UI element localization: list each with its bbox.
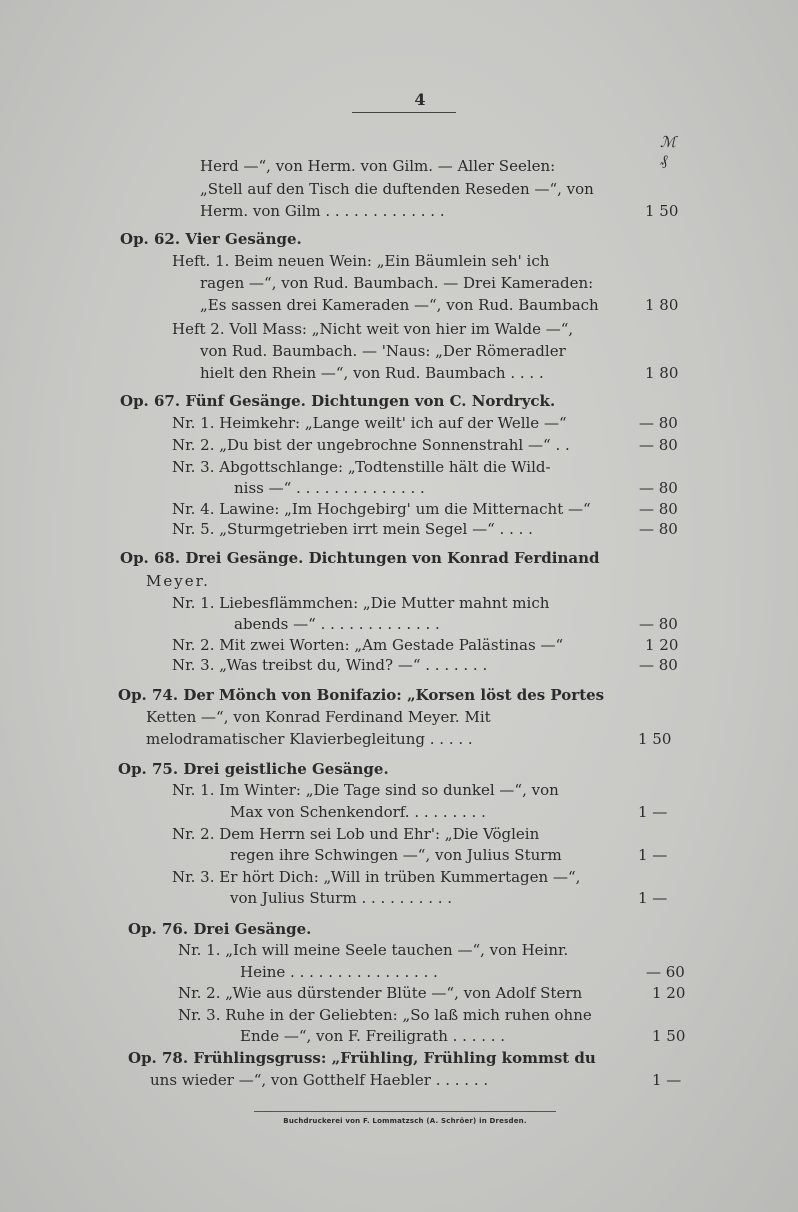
printer-imprint: Buchdruckerei von F. Lommatzsch (A. Schröer) in Dresden. [283, 1117, 527, 1125]
opus-heading: Op. 76. Drei Gesänge. [128, 920, 312, 938]
price: — 80 [639, 656, 678, 674]
catalog-line: Nr. 1. Heimkehr: „Lange weilt' ich auf der Welle —“ [172, 414, 567, 432]
opus-heading: Op. 78. Frühlingsgruss: „Frühling, Frühling kommst du [128, 1049, 596, 1067]
catalog-line: abends —“ . . . . . . . . . . . . . [234, 615, 440, 633]
catalog-line: „Es sassen drei Kameraden —“, von Rud. Baumbach [200, 296, 599, 314]
price: 1 20 [652, 984, 686, 1002]
page-number: 4 [414, 90, 426, 109]
price: 1 50 [638, 730, 672, 748]
price: — 80 [639, 436, 678, 454]
catalog-line: Nr. 3. Er hört Dich: „Will in trüben Kummertagen —“, [172, 868, 581, 886]
catalog-line: niss —“ . . . . . . . . . . . . . . [234, 479, 425, 497]
price: — 80 [639, 479, 678, 497]
catalog-line: Heft 2. Voll Mass: „Nicht weit von hier im Walde —“, [172, 320, 574, 338]
catalog-line: „Stell auf den Tisch die duftenden Reseden —“, von [200, 180, 594, 198]
catalog-line: von Julius Sturm . . . . . . . . . . [230, 889, 453, 907]
price: — 80 [639, 414, 678, 432]
price: 1 — [638, 889, 668, 907]
catalog-line: Herm. von Gilm . . . . . . . . . . . . . [200, 202, 445, 220]
catalog-line: Meyer. [146, 572, 210, 590]
catalog-line: ragen —“, von Rud. Baumbach. — Drei Kameraden: [200, 274, 594, 292]
price: 1 80 [645, 364, 679, 382]
catalog-line: Heft. 1. Beim neuen Wein: „Ein Bäumlein seh' ich [172, 252, 550, 270]
opus-heading: Op. 74. Der Mönch von Bonifazio: „Korsen löst des Portes [118, 686, 605, 704]
catalog-line: Nr. 1. Liebesflämmchen: „Die Mutter mahnt mich [172, 594, 550, 612]
price: 1 80 [645, 296, 679, 314]
catalog-line: Heine . . . . . . . . . . . . . . . . [240, 963, 438, 981]
price: 1 — [652, 1071, 682, 1089]
catalog-line: Max von Schenkendorf. . . . . . . . . [230, 803, 486, 821]
catalog-line: Nr. 2. „Wie aus dürstender Blüte —“, von Adolf Stern [178, 984, 583, 1002]
price: 1 — [638, 803, 668, 821]
catalog-line: Nr. 2. Mit zwei Worten: „Am Gestade Palästinas —“ [172, 636, 564, 654]
catalog-line: Nr. 4. Lawine: „Im Hochgebirg' um die Mitternacht —“ [172, 500, 591, 518]
catalog-line: Ketten —“, von Konrad Ferdinand Meyer. Mit [146, 708, 491, 726]
catalog-line: Nr. 1. „Ich will meine Seele tauchen —“, von Heinr. [178, 941, 569, 959]
catalog-line: Nr. 3. Ruhe in der Geliebten: „So laß mich ruhen ohne [178, 1006, 592, 1024]
footer-rule [254, 1111, 556, 1112]
catalog-line: melodramatischer Klavierbegleitung . . . . . [146, 730, 473, 748]
opus-heading: Op. 62. Vier Gesänge. [120, 230, 302, 248]
catalog-line: uns wieder —“, von Gotthelf Haebler . . . . . . [150, 1071, 489, 1089]
catalog-line: Nr. 2. „Du bist der ungebrochne Sonnenstrahl —“ . . [172, 436, 570, 454]
catalog-line: Nr. 5. „Sturmgetrieben irrt mein Segel —“ . . . . [172, 520, 533, 538]
price: — 60 [646, 963, 685, 981]
currency-header: ℳ ₰ [660, 133, 685, 169]
price: — 80 [639, 520, 678, 538]
catalog-line: regen ihre Schwingen —“, von Julius Sturm [230, 846, 562, 864]
price: 1 50 [652, 1027, 686, 1045]
opus-heading: Op. 67. Fünf Gesänge. Dichtungen von C. Nordryck. [120, 392, 556, 410]
catalog-line: Nr. 3. „Was treibst du, Wind? —“ . . . . . . . [172, 656, 488, 674]
catalog-line: von Rud. Baumbach. — 'Naus: „Der Römeradler [200, 342, 566, 360]
catalog-line: Ende —“, von F. Freiligrath . . . . . . [240, 1027, 506, 1045]
price: 1 — [638, 846, 668, 864]
price: — 80 [639, 615, 678, 633]
opus-heading: Op. 68. Drei Gesänge. Dichtungen von Konrad Ferdinand [120, 549, 600, 567]
price: 1 20 [645, 636, 679, 654]
price: — 80 [639, 500, 678, 518]
catalog-line: Herd —“, von Herm. von Gilm. — Aller Seelen: [200, 157, 556, 175]
price: 1 50 [645, 202, 679, 220]
catalog-line: Nr. 1. Im Winter: „Die Tage sind so dunkel —“, von [172, 781, 559, 799]
page-number-rule [352, 112, 456, 113]
catalog-line: Nr. 3. Abgottschlange: „Todtenstille hält die Wild- [172, 458, 551, 476]
catalog-line: Nr. 2. Dem Herrn sei Lob und Ehr': „Die Vöglein [172, 825, 540, 843]
catalog-line: hielt den Rhein —“, von Rud. Baumbach . . . . [200, 364, 544, 382]
opus-heading: Op. 75. Drei geistliche Gesänge. [118, 760, 389, 778]
